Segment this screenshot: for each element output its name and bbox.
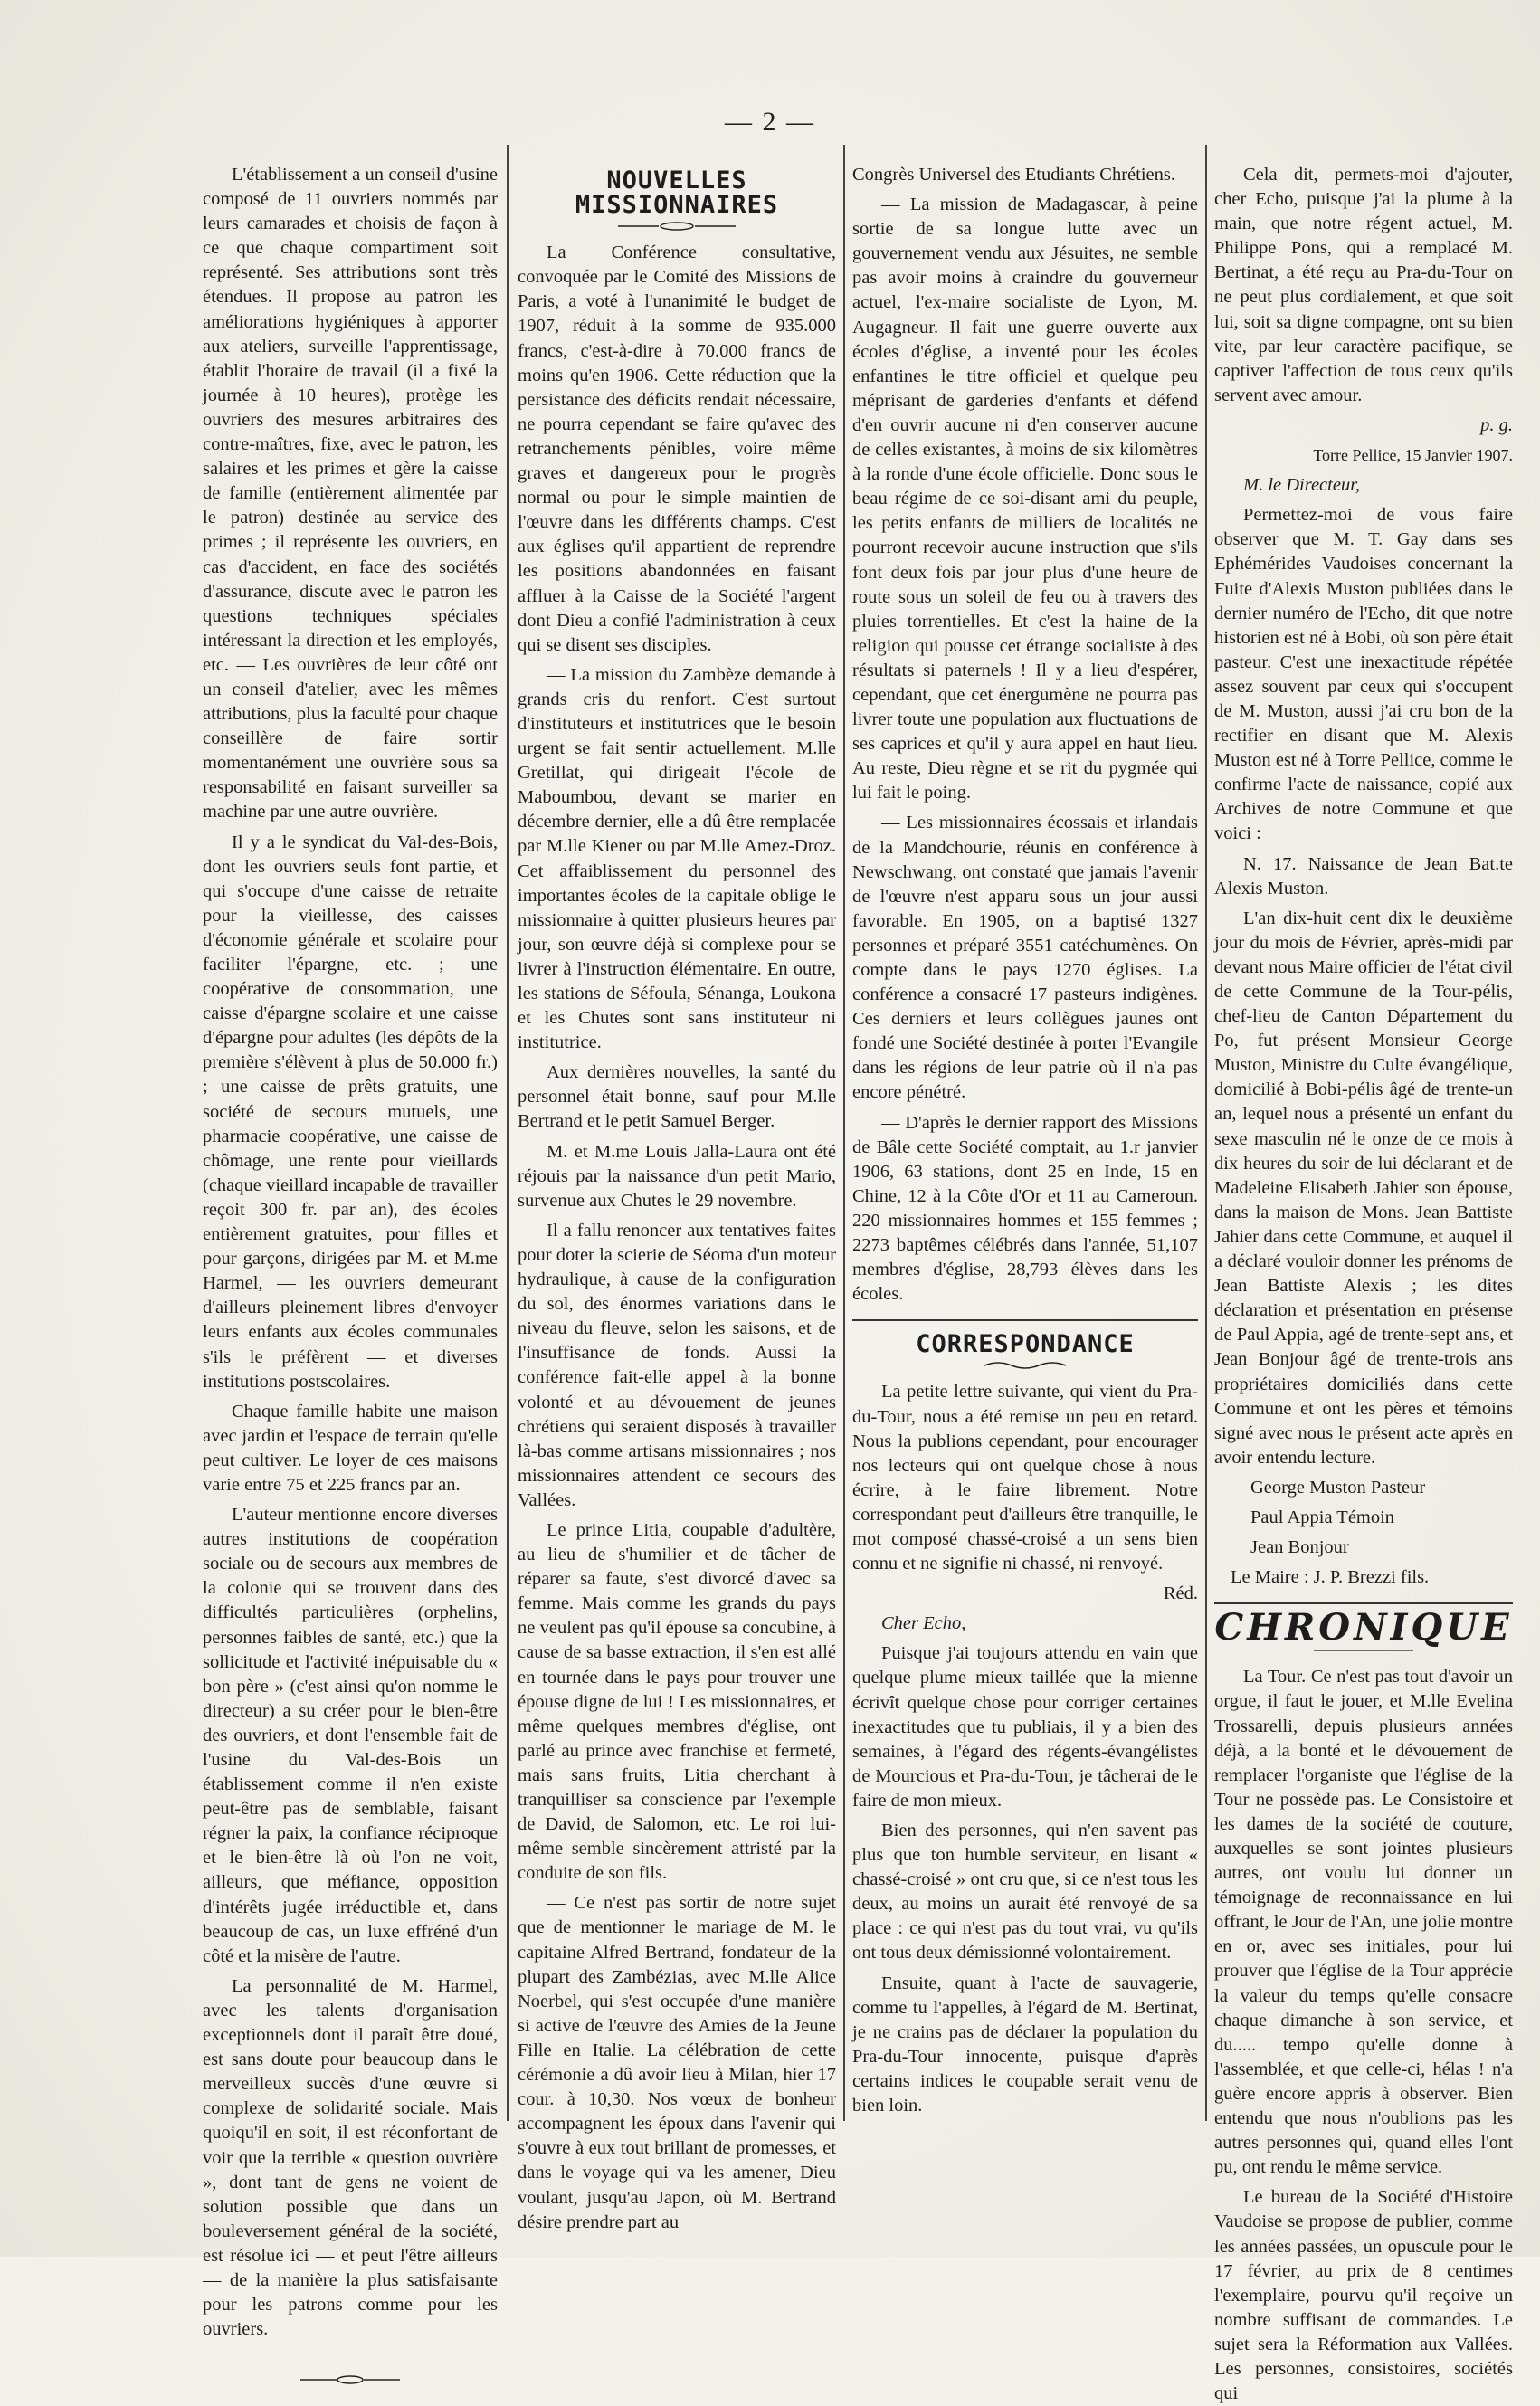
- signature-line: George Muston Pasteur: [1250, 1477, 1426, 1498]
- column-4: [1214, 163, 1513, 2404]
- letter-signoff: p. g.: [1480, 414, 1513, 435]
- signature-line: Le Maire : J. P. Brezzi fils.: [1231, 1567, 1430, 1588]
- article-paragraph: Puisque j'ai toujours attendu en vain que quelque plume mieux taillée que la mienne écrivît quelque chose pour corriger certaines inexactitudes que tu publiais, il y a bien des semaines, à l'égard des régents-évangélistes de Mourcious et Pra-du-Tour, je tâcherai de le faire de mon mieux.: [852, 1643, 1198, 1811]
- page-number: — 2 —: [725, 107, 815, 137]
- article-paragraph: La Tour. Ce n'est pas tout d'avoir un orgue, il faut le jouer, et M.lle Evelina Trossarelli, depuis plusieurs années déjà, a la bonté et le dévouement de remplacer l'organiste que l'église de la Tour ne possède pas. Le Consistoire et les dames de la société de couture, auxquelles se sont jointes plusieurs autres, ont voulu lui donner un témoignage de reconnaissance en lui offrant, le Jour de l'An, une jolie montre en or, avec ses initiales, pour lui prouver que l'église de la Tour apprécie la valeur du temps qu'elle consacre chaque dimanche à son service, et du..... tempo qu'elle donne à l'assemblée, et que celle-ci, hélas ! n'a guère encore appris à observer. Bien entendu que nous n'oublions pas les autres personnes qui, quand elles l'ont pu, ont rendu le même service.: [1214, 1667, 1513, 2178]
- signature-line: Paul Appia Témoin: [1250, 1507, 1395, 1527]
- column-rule: [1205, 145, 1207, 2121]
- column-3: [852, 163, 1198, 2139]
- article-paragraph: Permettez-moi de vous faire observer que M. T. Gay dans ses Ephémérides Vaudoises concernant la Fuite d'Alexis Muston publiées dans le dernier numéro de l'Echo, dit que notre historien est né à Bobi, où son père était pasteur. C'est une inexactitude répétée assez souvent par ceux qui s'occupent de M. Muston, aussi j'ai cru bon de la rectifier en disant que M. Alexis Muston est né à Torre Pellice, comme le confirme l'acte de naissance, copié aux Archives de notre Commune et que voici :: [1214, 505, 1513, 844]
- ornament-divider: [618, 221, 736, 232]
- article-paragraph: Le prince Litia, coupable d'adultère, au lieu de s'humilier et de tâcher de réparer sa faute, s'est divorcé d'avec sa femme. Mais comme les grands du pays ne veulent pas qu'il épouse sa concubine, à cause de sa basse extraction, il s'en est allé en tournée dans le pays pour trouver une épouse digne de lui ! Les missionnaires, et même quelques membres d'église, ont parlé au prince avec franchise et fermeté, mais sans fruits, Litia cherchant à tranquilliser sa conscience par l'exemple de David, de Salomon, etc. Le roi lui-même semble sincèrement attristé par la conduite de son fils.: [518, 1519, 836, 1884]
- article-paragraph: Bien des personnes, qui n'en savent pas plus que ton humble serviteur, en lisant « chassé-croisé » ont cru que, si ce n'est tous les deux, au moins un aurait été renvoyé de sa place : ce qui n'est pas du tout vrai, vu qu'ils ont tous deux démissionné volontairement.: [852, 1821, 1198, 1964]
- section-heading-missions: NOUVELLES MISSIONNAIRES: [575, 166, 779, 220]
- column-2: [518, 163, 836, 2232]
- article-paragraph: Il y a le syndicat du Val-des-Bois, dont les ouvriers seuls font partie, et qui s'occupe d'une caisse de retraite pour la vieillesse, des caisses d'économie générale et scolaire pour faciliter l'épargne, etc. ; une coopérative de consommation, une caisse d'épargne scolaire et une caisse d'épargne pour adultes (les dépôts de la première s'élèvent à plus de 50.000 fr.) ; une caisse de prêts gratuits, une société de secours mutuels, une pharmacie coopérative, une caisse de chômage, une rente pour vieillards (chaque vieillard incapable de travailler reçoit 300 fr. par an), des écoles entièrement gratuites, pour filles et pour garçons, dirigées par M. et M.me Harmel, — les ouvriers demeurant d'ailleurs pleinement libres d'envoyer leurs enfants aux écoles communales s'ils le préfèrent — et diverses institutions postscolaires.: [203, 832, 498, 1392]
- article-paragraph: N. 17. Naissance de Jean Bat.te Alexis Muston.: [1214, 853, 1513, 899]
- article-paragraph: La petite lettre suivante, qui vient du Pra-du-Tour, nous a été remise un peu en retard. Nous la publions cependant, pour encourager nos lecteurs qui ont quelque chose à nous écrire, à le faire librement. Notre correspondant peut d'ailleurs être tranquille, le mot composé chassé-croisé a un sens bien connu et ne signifie ni chassé, ni renvoyé.: [852, 1382, 1198, 1574]
- column-rule: [843, 145, 845, 2121]
- article-paragraph: Le bureau de la Société d'Histoire Vaudoise se propose de publier, comme les années passées, un opuscule pour le 17 février, au prix de 8 centimes l'exemplaire, pourvu qu'il reçoive un nombre suffisant de commandes. Le sujet sera la Réformation aux Vallées. Les personnes, consistoires, sociétés qui: [1214, 2187, 1513, 2404]
- section-heading-chronique: CHRONIQUE: [1214, 1606, 1513, 1650]
- dateline: Torre Pellice, 15 Janvier 1907.: [1313, 446, 1513, 465]
- article-paragraph: La Conférence consultative, convoquée par le Comité des Missions de Paris, a voté à l'unanimité le budget de 1907, réduit à la somme de 935.000 francs, c'est-à-dire à 70.000 francs de moins qu'en 1906. Cette réduction que la persistance des déficits rendait nécessaire, ne pourra cependant se faire qu'avec des retranchements pénibles, voire même graves et dangereux pour le progrès normal ou pour le simple maintien de l'œuvre dans les différents champs. C'est aux églises qu'il appartient de reprendre les positions abandonnées en faisant affluer à la Caisse de la Société l'argent dont Dieu a confié l'administration à ceux qui se disent ses disciples.: [518, 243, 836, 655]
- section-heading-correspondance: CORRESPONDANCE: [916, 1330, 1135, 1359]
- letter-salutation: Cher Echo,: [881, 1613, 966, 1634]
- article-paragraph: Cela dit, permets-moi d'ajouter, cher Echo, puisque j'ai la plume à la main, que notre régent actuel, M. Philippe Pons, qui a remplacé M. Bertinat, a été reçu au Pra-du-Tour on ne peut plus cordialement, et que soit lui, soit sa digne compagne, ont su bien vite, par leur caractère pacifique, se captiver l'affection de tous ceux qu'ils servent avec amour.: [1214, 165, 1513, 405]
- article-paragraph: — La mission de Madagascar, à peine sortie de sa longue lutte avec un gouvernement vendu aux Jésuites, ne semble pas avoir moins à craindre du gouverneur actuel, l'ex-maire socialiste de Lyon, M. Augagneur. Il fait une guerre ouverte aux écoles d'église, a inventé pour les écoles enfantines le titre officiel et quelque peu méprisant de garderies d'enfants et défend d'en ouvrir aucune ni d'en conserver aucune de celles existantes, à moins de six kilomètres à la ronde d'une école officielle. Donc sous le beau régime de ce soi-disant ami du peuple, les petits enfants de milliers de localités ne pourront recevoir aucune instruction que s'ils font deux fois par jour plus d'une heure de route sous un soleil de feu ou à travers des pluies torrentielles. Et c'est la haine de la religion qui pousse cet étrange socialiste à des résultats si paternels ! Il y a lieu d'espérer, cependant, que cet énergumène ne pourra pas livrer toute une population aux fluctuations de ses caprices et qu'il y aura appel en haut lieu. Au reste, Dieu règne et se rit du pygmée qui lui fait le poing.: [852, 195, 1198, 804]
- article-paragraph: — Les missionnaires écossais et irlandais de la Mandchourie, réunis en conférence à Newschwang, ont constaté que jamais l'avenir de l'œuvre n'est apparu sous un jour aussi favorable. En 1905, on a baptisé 1327 personnes et préparé 3551 catéchumènes. On compte dans le pays 1270 églises. La conférence a consacré 17 pasteurs indigènes. Ces derniers et leurs collègues jaunes ont fondé une Société destinée à porter l'Evangile dans les régions de leur patrie où il n'a pas encore pénétré.: [852, 813, 1198, 1103]
- column-rule: [507, 145, 509, 2121]
- article-paragraph: M. et M.me Louis Jalla-Laura ont été réjouis par la naissance d'un petit Mario, survenue aux Chutes le 29 novembre.: [518, 1141, 836, 1211]
- column-1: [203, 163, 498, 2340]
- article-paragraph: Il a fallu renoncer aux tentatives faites pour doter la scierie de Séoma d'un moteur hydraulique, à cause de la configuration du sol, des énormes variations dans le niveau du fleuve, selon les saisons, et de l'insuffisance de fonds. Aussi la conférence fait-elle appel à la bonne volonté et au dévouement de jeunes chrétiens qui seraient disposés à travailler là-bas comme artisans missionnaires ; nos missionnaires attendent ce secours des Vallées.: [518, 1220, 836, 1510]
- section-rule: [852, 1319, 1198, 1321]
- ornament-divider: [300, 2374, 400, 2385]
- editor-signoff: Réd.: [1163, 1583, 1198, 1604]
- section-rule: [1214, 1602, 1513, 1604]
- article-paragraph: — D'après le dernier rapport des Missions de Bâle cette Société comptait, au 1.r janvier 1906, 63 stations, dont 25 en Inde, 15 en Chine, 12 à la Côte d'Or et 11 au Cameroun. 220 missionnaires hommes et 155 femmes ; 2273 baptêmes célébrés dans l'année, 51,107 membres d'église, 28,793 élèves dans les écoles.: [852, 1112, 1198, 1305]
- article-paragraph: — Ce n'est pas sortir de notre sujet que de mentionner le mariage de M. le capitaine Alfred Bertrand, fondateur de la plupart des Zambézias, avec M.lle Alice Noerbel, qui s'est occupée d'une manière si active de l'œuvre des Amies de la Jeune Fille en Italie. La célébration de cette cérémonie a dû avoir lieu à Milan, hier 17 cour. à 10,30. Nos vœux de bonheur accompagnent les époux dans l'avenir qui s'ouvre à eux tout brillant de promesses, et dans le voyage qui va les amener, Dieu voulant, jusqu'au Japon, où M. Bertrand désire prendre part au: [518, 1893, 836, 2232]
- article-paragraph: L'an dix-huit cent dix le deuxième jour du mois de Février, après-midi par devant nous Maire officier de l'état civil de cette Commune de la Tour-pélis, chef-lieu de Canton Département du Po, fut présent Monsieur George Muston, Ministre du Culte évangélique, domicilié à Bobi-pélis âgé de trente-un an, lequel nous a présenté un enfant du sexe masculin né le onze de ce mois à dix heures du soir de lui déclarant et de Madeleine Elisabeth Jahier son épouse, dans la maison de Mons. Jean Battiste Jahier dans cette Commune, et auquel il a déclaré vouloir donner les prénoms de Jean Battiste Alexis ; les dites déclaration et présentation en présense de Paul Appia, agé de trente-sept ans, et Jean Bonjour âgé de trente-trois ans propriétaires domiciliés dans cette Commune et ont les pères et témoins signé avec nous le présent acte après en avoir entendu lecture.: [1214, 908, 1513, 1468]
- article-paragraph: Ensuite, quant à l'acte de sauvagerie, comme tu l'appelles, à l'égard de M. Bertinat, je ne crains pas de déclarer la population du Pra-du-Tour innocente, puisque d'après certains indices le coupable serait venu de bien loin.: [852, 1973, 1198, 2116]
- signature-line: Jean Bonjour: [1250, 1537, 1349, 1558]
- article-paragraph: La personnalité de M. Harmel, avec les talents d'organisation exceptionnels dont il paraît être doué, est sans doute pour beaucoup dans le merveilleux succès d'une œuvre si complexe de solidarité sociale. Mais quoiqu'il en soit, il est réconfortant de voir que la terrible « question ouvrière », dont tant de gens ne voient de solution possible que dans un bouleversement général de la société, est résolue ici — et peut l'être ailleurs — de la manière la plus satisfaisante pour les patrons comme pour les ouvriers.: [203, 1975, 498, 2340]
- letter-salutation: M. le Directeur,: [1243, 475, 1361, 496]
- article-paragraph: L'établissement a un conseil d'usine composé de 11 ouvriers nommés par leurs camarades et choisis de façon à ce que chaque compartiment soit représenté. Ses attributions sont très étendues. Il propose au patron les améliorations hygiéniques à apporter aux ateliers, surveille l'apprentissage, établit l'horaire de travail (il a fixé la journée à 10 heures), protège les ouvriers des mesures arbitraires des contre-maîtres, fixe, avec le patron, les salaires et les primes et gère la caisse de famille (entièrement alimentée par le patron) destinée au service des primes ; il représente les ouvriers, en cas d'accident, en face des sociétés d'assurance, discute avec le patron les questions techniques spéciales intéressant la direction et les employés, etc. — Les ouvrières de leur côté ont un conseil d'atelier, avec les mêmes attributions, plus la faculté pour chaque conseillère de faire sortir momentanément une ouvrière sous sa responsabilité en faisant surveiller sa machine par une autre ouvrière.: [203, 165, 498, 823]
- article-paragraph: — La mission du Zambèze demande à grands cris du renfort. C'est surtout d'instituteurs et institutrices que le besoin urgent se fait sentir actuellement. M.lle Gretillat, qui dirigeait l'école de Maboumbou, devant se marier en décembre dernier, elle a dû être remplacée par M.lle Kiener ou par M.lle Amez-Droz. Cet affaiblissement du personnel des importantes écoles de la capitale oblige le missionnaire à quitter plusieurs heures par jour, son œuvre déjà si complexe pour se livrer à l'instruction élémentaire. En outre, les stations de Séfoula, Sénanga, Loukona et les Chutes sont sans instituteur ni institutrice.: [518, 664, 836, 1053]
- ornament-divider: [966, 1360, 1084, 1371]
- article-paragraph: L'auteur mentionne encore diverses autres institutions de coopération sociale ou de secours aux membres de la colonie qui se trouvent dans des difficultés particulières (orphelins, personnes faibles de santé, etc.) que la sollicitude et l'activité inépuisable du « bon père » (c'est ainsi qu'on nomme le directeur) a su créer pour le bien-être des ouvriers, et dont l'ensemble fait de l'usine du Val-des-Bois un établissement comme il n'en existe peut-être pas de semblable, faisant régner la paix, la confiance réciproque et le bien-être là où l'on ne voit, ailleurs, que méfiance, opposition d'intérêts jugée irréductible et, dans beaucoup de cas, un luxe effréné d'un côté et la misère de l'autre.: [203, 1505, 498, 1966]
- article-paragraph: Congrès Universel des Etudiants Chrétiens.: [852, 165, 1175, 185]
- article-paragraph: Aux dernières nouvelles, la santé du personnel était bonne, sauf pour M.lle Bertrand et le petit Samuel Berger.: [518, 1062, 836, 1132]
- article-paragraph: Chaque famille habite une maison avec jardin et l'espace de terrain qu'elle peut cultiver. Le loyer de ces maisons varie entre 75 et 225 francs par an.: [203, 1401, 498, 1495]
